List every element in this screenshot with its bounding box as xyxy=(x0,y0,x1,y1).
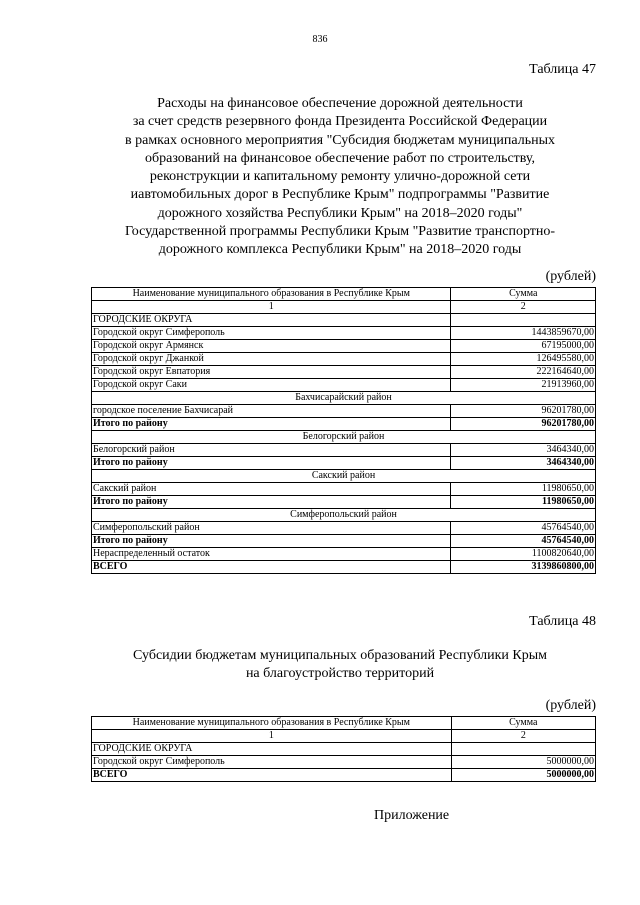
amount: 96201780,00 xyxy=(451,418,596,431)
table-row xyxy=(92,522,596,535)
amount: 11980650,00 xyxy=(451,483,596,496)
municipality-name: Сакский район xyxy=(92,483,451,496)
amount: 3464340,00 xyxy=(451,457,596,470)
amount: 96201780,00 xyxy=(451,405,596,418)
table-48-units: (рублей) xyxy=(545,698,596,713)
amount: 11980650,00 xyxy=(451,496,596,509)
table-47-units: (рублей) xyxy=(545,269,596,284)
table-row xyxy=(92,756,596,769)
district-group-row xyxy=(92,392,596,405)
amount: 3139860800,00 xyxy=(451,561,596,574)
table-row xyxy=(92,353,596,366)
title-line: в рамках основного мероприятия "Субсидия бюджетам муниципальных xyxy=(125,132,555,148)
table-row xyxy=(92,340,596,353)
municipality-name: Итого по району xyxy=(92,535,451,548)
table-47 xyxy=(91,287,596,574)
title-line: дорожного хозяйства Республики Крым" на 2018–2020 годы" xyxy=(157,205,523,221)
table-row xyxy=(92,327,596,340)
section-row xyxy=(92,743,596,756)
table-row xyxy=(92,379,596,392)
title-line: Расходы на финансовое обеспечение дорожной деятельности xyxy=(157,96,523,111)
amount: 3464340,00 xyxy=(451,444,596,457)
district-group-name: Бахчисарайский район xyxy=(92,392,596,405)
column-header-sum: Сумма xyxy=(451,288,596,301)
table-47-title xyxy=(80,95,600,260)
table-47-label: Таблица 47 xyxy=(529,62,596,77)
total-row xyxy=(92,561,596,574)
column-number-1: 1 xyxy=(92,301,451,314)
table-48 xyxy=(91,716,596,782)
amount: 45764540,00 xyxy=(451,522,596,535)
amount: 21913960,00 xyxy=(451,379,596,392)
table-row xyxy=(92,483,596,496)
amount: 45764540,00 xyxy=(451,535,596,548)
table-row xyxy=(92,548,596,561)
municipality-name: Городской округ Симферополь xyxy=(92,756,452,769)
title-line: иавтомобильных дорог в Республике Крым" подпрограммы "Развитие xyxy=(130,187,550,203)
title-line: Субсидии бюджетам муниципальных образований Республики Крым xyxy=(133,648,547,663)
municipality-name: ГОРОДСКИЕ ОКРУГА xyxy=(92,743,452,756)
municipality-name: ГОРОДСКИЕ ОКРУГА xyxy=(92,314,451,327)
column-header-sum: Сумма xyxy=(451,717,595,730)
district-group-name: Белогорский район xyxy=(92,431,596,444)
title-line: образований на финансовое обеспечение работ по строительству, xyxy=(144,150,536,166)
municipality-name: Нераспределенный остаток xyxy=(92,548,451,561)
table-header-row xyxy=(92,288,596,301)
municipality-name: ВСЕГО xyxy=(92,769,452,782)
district-group-row xyxy=(92,431,596,444)
column-number-2: 2 xyxy=(451,730,595,743)
municipality-name: Городской округ Армянск xyxy=(92,340,451,353)
district-group-row xyxy=(92,509,596,522)
title-line: Государственной программы Республики Крым "Развитие транспортно- xyxy=(124,224,556,240)
municipality-name: Городской округ Джанкой xyxy=(92,353,451,366)
column-number-1: 1 xyxy=(92,730,452,743)
municipality-name: Симферопольский район xyxy=(92,522,451,535)
municipality-name: ВСЕГО xyxy=(92,561,451,574)
municipality-name: Итого по району xyxy=(92,496,451,509)
table-header-row xyxy=(92,717,596,730)
table-row xyxy=(92,366,596,379)
total-row xyxy=(92,535,596,548)
column-number-row xyxy=(92,730,596,743)
title-line: за счет средств резервного фонда Президента Российской Федерации xyxy=(132,114,548,130)
title-line: на благоустройство территорий xyxy=(245,666,435,682)
amount: 5000000,00 xyxy=(451,756,595,769)
district-group-name: Сакский район xyxy=(92,470,596,483)
column-number-row xyxy=(92,301,596,314)
column-header-name: Наименование муниципального образования в Республике Крым xyxy=(92,288,451,301)
table-row xyxy=(92,405,596,418)
column-number-2: 2 xyxy=(451,301,596,314)
appendix-label: Приложение xyxy=(374,808,450,823)
amount xyxy=(451,743,595,756)
amount: 1443859670,00 xyxy=(451,327,596,340)
municipality-name: Белогорский район xyxy=(92,444,451,457)
amount: 1100820640,00 xyxy=(451,548,596,561)
amount: 67195000,00 xyxy=(451,340,596,353)
total-row xyxy=(92,418,596,431)
municipality-name: Итого по району xyxy=(92,418,451,431)
municipality-name: городское поселение Бахчисарай xyxy=(92,405,451,418)
total-row xyxy=(92,457,596,470)
amount: 5000000,00 xyxy=(451,769,595,782)
page-number: 836 xyxy=(312,34,328,45)
section-row xyxy=(92,314,596,327)
district-group-row xyxy=(92,470,596,483)
amount: 222164640,00 xyxy=(451,366,596,379)
district-group-name: Симферопольский район xyxy=(92,509,596,522)
title-line: реконструкции и капитальному ремонту улично-дорожной сети xyxy=(149,169,531,185)
column-header-name: Наименование муниципального образования в Республике Крым xyxy=(92,717,452,730)
amount: 126495580,00 xyxy=(451,353,596,366)
total-row xyxy=(92,769,596,782)
table-row xyxy=(92,444,596,457)
total-row xyxy=(92,496,596,509)
municipality-name: Городской округ Симферополь xyxy=(92,327,451,340)
table-48-title xyxy=(80,647,600,684)
municipality-name: Городской округ Саки xyxy=(92,379,451,392)
amount xyxy=(451,314,596,327)
municipality-name: Итого по району xyxy=(92,457,451,470)
table-48-label: Таблица 48 xyxy=(529,614,596,629)
title-line: дорожного комплекса Республики Крым" на 2018–2020 годы xyxy=(158,242,522,258)
municipality-name: Городской округ Евпатория xyxy=(92,366,451,379)
